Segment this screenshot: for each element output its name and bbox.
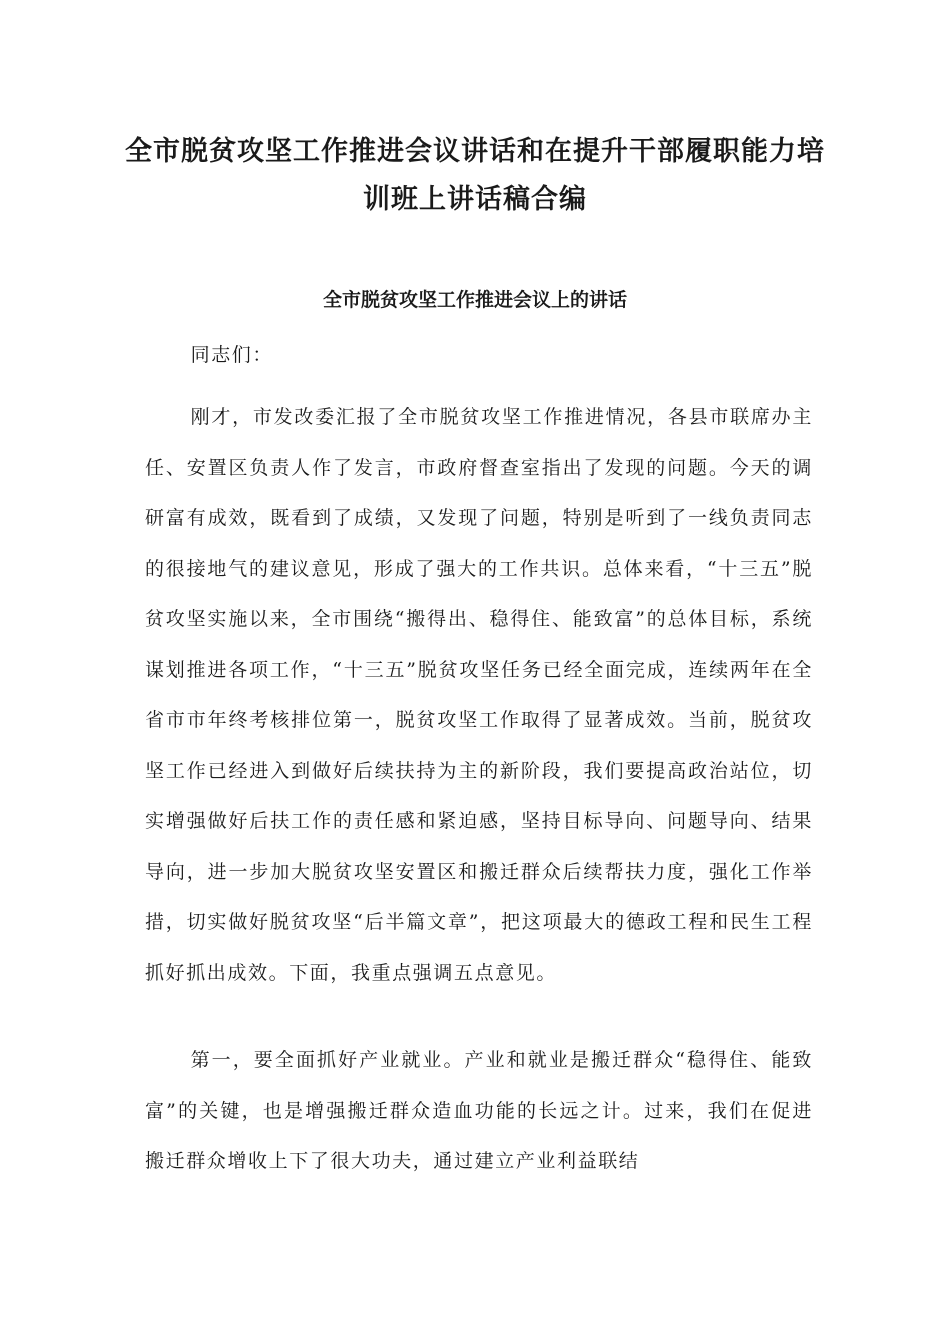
body-paragraph-1: 刚才，市发改委汇报了全市脱贫攻坚工作推进情况，各县市联席办主任、安置区负责人作了发言，市政府督查室指出了发现的问题。今天的调研富有成效，既看到了成绩，又发现了问题，特别是听到了一线负责同志的很接地气的建议意见，形成了强大的工作共识。总体来看，“十三五”脱贫攻坚实施以来，全市围绕“搬得出、稳得住、能致富”的总体目标，系统谋划推进各项工作，“十三五”脱贫攻坚任务已经全面完成，连续两年在全省市市年终考核排位第一，脱贫攻坚工作取得了显著成效。当前，脱贫攻坚工作已经进入到做好后续扶持为主的新阶段，我们要提高政治站位，切实增强做好后扶工作的责任感和紧迫感，坚持目标导向、问题导向、结果导向，进一步加大脱贫攻坚安置区和搬迁群众后续帮扶力度，强化工作举措，切实做好脱贫攻坚“后半篇文章”，把这项最大的德政工程和民生工程抓好抓出成效。下面，我重点强调五点意见。: [145, 406, 813, 984]
body-paragraph-2: 第一，要全面抓好产业就业。产业和就业是搬迁群众“稳得住、能致富”的关键，也是增强搬迁群众造血功能的长远之计。过来，我们在促进搬迁群众增收上下了很大功夫，通过建立产业利益联结: [145, 1049, 813, 1172]
salutation: 同志们：: [190, 344, 273, 366]
document-title: 全市脱贫攻坚工作推进会议讲话和在提升干部履职能力培训班上讲话稿合编: [125, 136, 825, 215]
speech-title: 全市脱贫攻坚工作推进会议上的讲话: [322, 289, 627, 311]
